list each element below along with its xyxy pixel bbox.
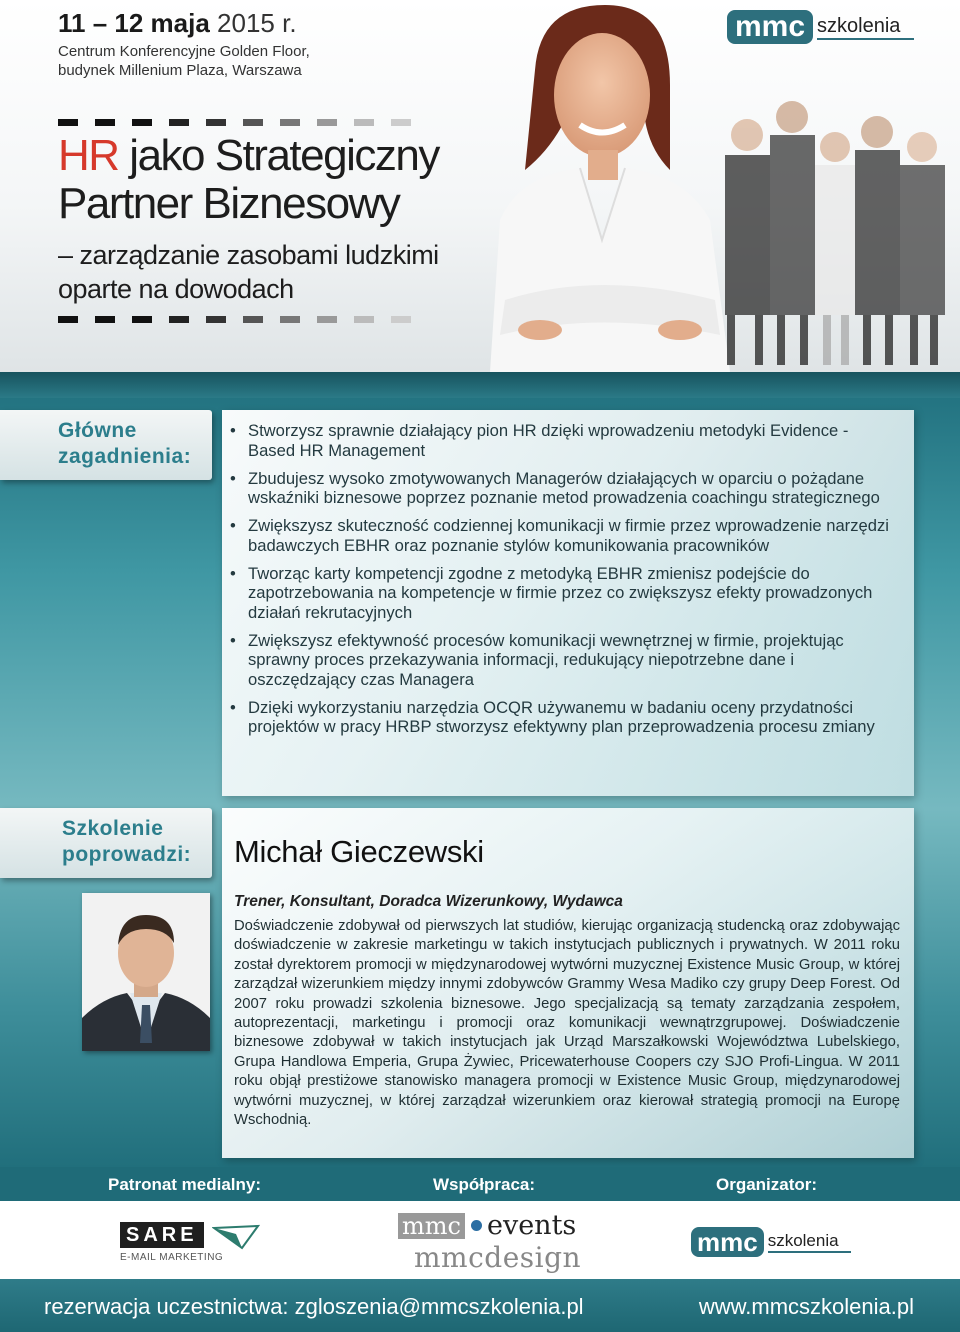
topics-list <box>248 421 898 745</box>
trainer-photo <box>82 893 210 1051</box>
org-logo-szkolenia: szkolenia <box>768 1231 851 1253</box>
header <box>0 0 960 372</box>
trainer-name: Michał Gieczewski <box>234 834 484 869</box>
trainer-label-box <box>0 808 212 878</box>
event-date <box>58 8 297 39</box>
reservation-prefix: rezerwacja uczestnictwa: <box>44 1294 289 1319</box>
mmc-events-word: events <box>486 1210 577 1241</box>
mmc-design-logo: mmcdesign <box>414 1241 582 1274</box>
logo-mmc: mmc <box>727 10 813 44</box>
date-days: 11 – 12 maja <box>58 8 210 38</box>
organizer-logo <box>691 1226 851 1258</box>
team-photo <box>715 95 960 372</box>
dot-icon <box>471 1220 482 1231</box>
event-subtitle: – zarządzanie zasobami ludzkimi oparte na dowodach <box>58 240 439 304</box>
list-item: • Zwiększysz efektywność procesów komunikacji wewnętrznej w firmie, projektując sprawny proces przekazywania informacji, redukujący niepotrzebne dane i oszczędzający czas Managera <box>248 631 898 690</box>
trainer-label: Szkolenie poprowadzi: <box>62 817 192 866</box>
logo-szkolenia: szkolenia <box>817 15 914 40</box>
organizer-label: Organizator: <box>716 1175 818 1194</box>
date-year: 2015 r. <box>217 8 297 38</box>
trainer-role: Trener, Konsultant, Doradca Wizerunkowy, Wydawca <box>234 893 623 910</box>
topics-label-box <box>0 410 212 480</box>
reservation-info <box>44 1294 584 1320</box>
trainer-bio: Doświadczenie zdobywał od pierwszych lat studiów, kierując organizacją studencką oraz zdobywając doświadczenie w zakresie marketingu w takich instytucjach publicznych i prywatnych. W 2011 roku został dyrektorem promocji w międzynarodowej wytwórni muzycznej Existence Music Group, w której zarządzał wizerunkiem między innymi zdobywców Grammy Wesa Madiko czy grupy Deep Forest. Od 2007 roku prowadzi szkolenia biznesowe. Jego specjalizacją są tematy zarządzania zespołem, autoprezentacji, marketingu i promocji oraz komunikacji wewnątrzgrupowej. Doświadczenie biznesowe zdobywał w takich instytucjach jak Urząd Marszałkowski Województwa Lubelskiego, Grupa Handlowa Emperia, Grupa Żywiec, Pricewaterhouse Coopers czy SJO Profi-Lingua. W 2011 roku objął prestiżowe stanowisko managera promocji w Existence Music Group, międzynarodowej wytwórni muzycznej, w której zarządzał wizerunkiem oraz kierował strategią promocji na Europę Wschodnią. <box>234 918 900 1129</box>
list-item: • Dzięki wykorzystaniu narzędzia OCQR używanemu w badaniu oceny przydatności projektów w pracy HRBP stworzysz efektywny plan przeprowadzenia procesu zmiany <box>248 698 898 737</box>
list-item: • Zbudujesz wysoko zmotywowanych Managerów działających w oparciu o pożądane wskaźniki biznesowe poprzez poznanie metod prowadzenia coachingu strategicznego <box>248 469 898 508</box>
list-item: • Stworzysz sprawnie działający pion HR dzięki wprowadzeniu metodyki Evidence - Based HR Management <box>248 421 898 460</box>
woman-photo <box>480 0 740 372</box>
title-rest: jako Strategiczny Partner Biznesowy <box>58 131 439 228</box>
venue <box>58 42 378 80</box>
dash-divider-bottom <box>58 316 411 323</box>
envelope-icon <box>212 1224 260 1250</box>
title-hr: HR <box>58 131 119 180</box>
list-item: • Tworząc karty kompetencji zgodne z metodyką EBHR zmienisz podejście do zapotrzebowania na kompetencje w firmie przez co zwiększysz efekty prowadzonych działań rekrutacyjnych <box>248 564 898 623</box>
website-link[interactable]: www.mmcszkolenia.pl <box>698 1294 914 1319</box>
mmc-szkolenia-logo <box>727 8 914 46</box>
venue-line-2: budynek Millenium Plaza, Warszawa <box>58 62 302 79</box>
sare-subtitle: E-MAIL MARKETING <box>120 1252 224 1263</box>
media-patron-label: Patronat medialny: <box>108 1175 262 1194</box>
mmc-events-logo <box>398 1210 576 1241</box>
sare-word: SARE <box>120 1222 204 1248</box>
venue-line-1: Centrum Konferencyjne Golden Floor, <box>58 43 310 60</box>
org-logo-mmc: mmc <box>691 1227 764 1257</box>
list-item: • Zwiększysz skuteczność codziennej komunikacji w firmie przez wprowadzenie narzędzi badawczych EBHR oraz poznanie stylów komunikowania pracowników <box>248 516 898 555</box>
event-title <box>58 132 478 228</box>
footer <box>0 1279 960 1332</box>
sare-logo <box>120 1222 265 1267</box>
cooperation-label: Współpraca: <box>433 1175 536 1194</box>
reservation-email-link[interactable]: zgloszenia@mmcszkolenia.pl <box>294 1294 584 1319</box>
band-top-stripe <box>0 372 960 398</box>
topics-label: Główne zagadnienia: <box>58 419 192 468</box>
dash-divider-top <box>58 119 411 126</box>
mmc-events-mmc: mmc <box>398 1213 465 1239</box>
